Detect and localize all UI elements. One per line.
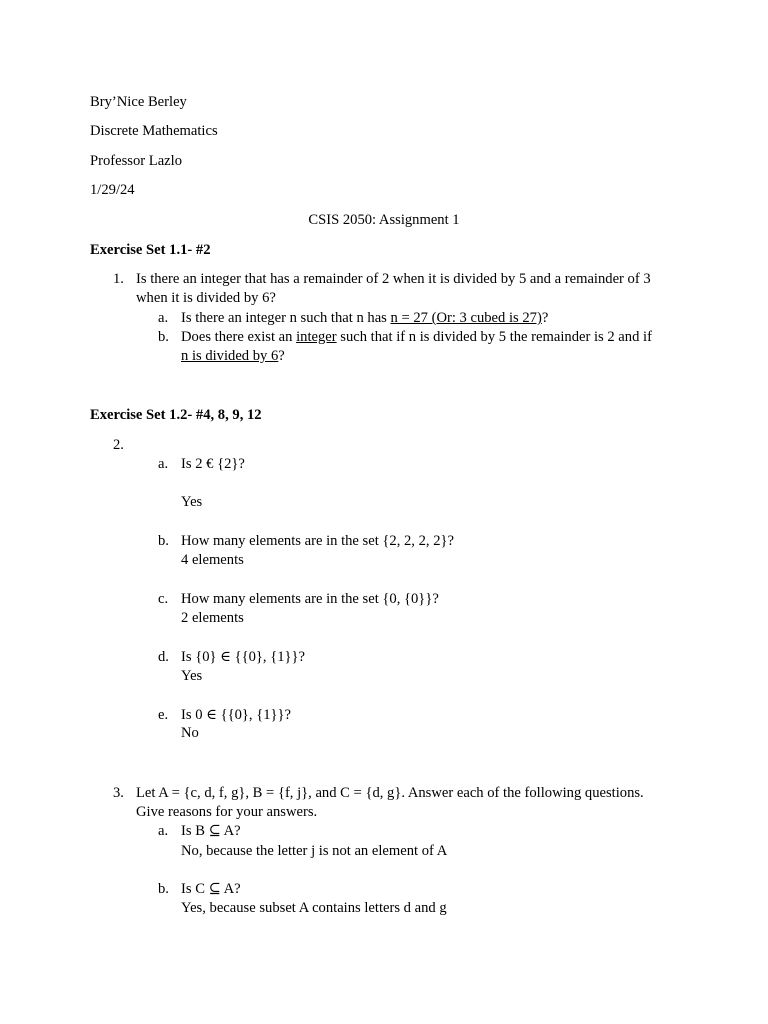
sub-label: a. [158, 456, 169, 472]
answer: 4 elements [181, 552, 244, 568]
sub-question: Is 0 ∈ {{0}, {1}}? [181, 707, 291, 723]
sub-question: Is there an integer n such that n has n = 27 (Or: 3 cubed is 27)? [181, 310, 549, 326]
answer: Yes, because subset A contains letters d and g [181, 900, 447, 916]
answer: No, because the letter j is not an element of A [181, 843, 448, 859]
sub-label: b. [158, 533, 169, 549]
sub-question: How many elements are in the set {0, {0}}? [181, 591, 439, 607]
sub-question: Is B ⊆ A? [181, 823, 241, 839]
sub-question: How many elements are in the set {2, 2, 2, 2}? [181, 533, 454, 549]
sub-label: a. [158, 310, 169, 326]
sub-label: b. [158, 881, 169, 897]
answer: 2 elements [181, 610, 244, 626]
question-number: 1. [113, 271, 124, 287]
answer: No [181, 725, 199, 741]
underlined-text: integer [296, 329, 337, 345]
section-heading-1-2: Exercise Set 1.2- #4, 8, 9, 12 [90, 407, 262, 423]
underlined-text: n = 27 (Or: 3 cubed is 27) [390, 310, 542, 326]
question-text: Let A = {c, d, f, g}, B = {f, j}, and C = {d, g}. Answer each of the following questions. [136, 785, 644, 801]
question-text: Give reasons for your answers. [136, 804, 318, 820]
course-name: Discrete Mathematics [90, 123, 218, 139]
assignment-title: CSIS 2050: Assignment 1 [308, 212, 460, 228]
question-text: Is there an integer that has a remainder of 2 when it is divided by 5 and a remainder of 3 [136, 271, 651, 287]
sub-question: Is 2 € {2}? [181, 456, 245, 472]
sub-label: d. [158, 649, 169, 665]
professor-name: Professor Lazlo [90, 153, 182, 169]
date: 1/29/24 [90, 182, 135, 198]
sub-question: n is divided by 6? [181, 348, 285, 364]
sub-label: b. [158, 329, 169, 345]
section-heading-1-1: Exercise Set 1.1- #2 [90, 242, 211, 258]
sub-question: Is {0} ∈ {{0}, {1}}? [181, 649, 305, 665]
student-name: Bry’Nice Berley [90, 94, 187, 110]
answer: Yes [181, 494, 203, 510]
sub-label: c. [158, 591, 169, 607]
sub-label: a. [158, 823, 169, 839]
question-text: when it is divided by 6? [136, 290, 276, 306]
sub-question: Does there exist an integer such that if n is divided by 5 the remainder is 2 and if [181, 329, 652, 345]
answer: Yes [181, 668, 203, 684]
sub-question: Is C ⊆ A? [181, 881, 241, 897]
question-number: 3. [113, 785, 124, 801]
underlined-text: n is divided by 6 [181, 348, 279, 364]
sub-label: e. [158, 707, 169, 723]
question-number: 2. [113, 437, 124, 453]
